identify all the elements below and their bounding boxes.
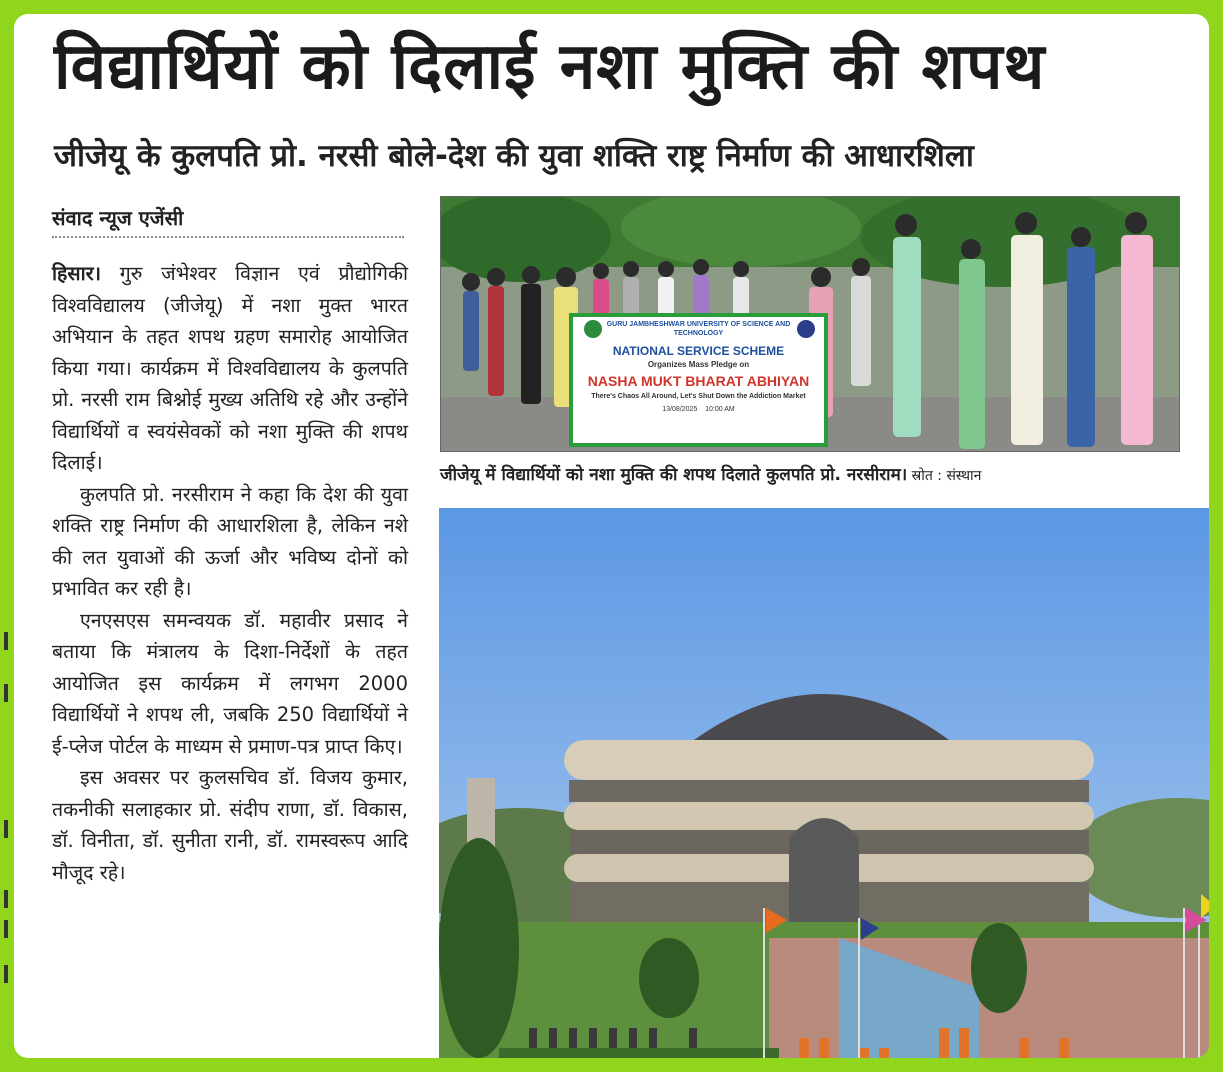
headline: विद्यार्थियों को दिलाई नशा मुक्ति की शपथ [54,30,1046,104]
banner-time: 10:00 AM [705,406,735,413]
photo-caption [440,462,1180,485]
banner-datetime [586,406,811,413]
paragraph-2: कुलपति प्रो. नरसीराम ने कहा कि देश की युवा शक्ति राष्ट्र निर्माण की आधारशिला है, लेकिन नशे की लत युवाओं की ऊर्जा और भविष्य दोनों को प्रभावित कर रही है। [52,482,408,600]
banner-university: GURU JAMBHESHWAR UNIVERSITY OF SCIENCE AND TECHNOLOGY [606,321,791,337]
dateline: हिसार। [52,262,102,285]
university-building-photo [439,508,1209,1058]
caption-text: जीजेयू में विद्यार्थियों को नशा मुक्ति की शपथ दिलाते कुलपति प्रो. नरसीराम। [440,465,908,485]
paragraph-3: एनएसएस समन्वयक डॉ. महावीर प्रसाद ने बताया कि मंत्रालय के दिशा-निर्देशों के तहत आयोजित इस कार्यक्रम में लगभग 2000 विद्यार्थियों ने शपथ ली, जबकि 250 विद्यार्थियों ने ई-प्लेज पोर्टल के माध्यम से प्रमाण-पत्र प्राप्त किए। [52,608,408,758]
clipping-edge-marks [0,620,14,1040]
banner-tagline: There's Chaos All Around, Let's Shut Down the Addiction Market [591,393,806,400]
paragraph-4: इस अवसर पर कुलसचिव डॉ. विजय कुमार, तकनीकी सलाहकार प्रो. संदीप राणा, डॉ. विकास, डॉ. विनीता, डॉ. सुनीता रानी, डॉ. रामस्वरूप आदि मौजूद रहे। [52,766,408,884]
banner-organizes: Organizes Mass Pledge on [647,360,750,369]
paragraph-1: हिसार। गुरु जंभेश्वर विज्ञान एवं प्रौद्योगिकी विश्वविद्यालय (जीजेयू) में नशा मुक्त भारत अभियान के तहत शपथ ग्रहण समारोह आयोजित किया गया। कार्यक्रम में विश्वविद्यालय के कुलपति प्रो. नरसी राम बिश्नोई मुख्य अतिथि रहे और उन्होंने विद्यार्थियों व स्वयंसेवकों को नशा मुक्ति की शपथ दिलाई। [52,262,408,474]
banner-scheme: NATIONAL SERVICE SCHEME [612,344,785,358]
news-agency: संवाद न्यूज एजेंसी [52,206,184,230]
banner-date: 13/08/2025 [662,406,698,413]
newspaper-clipping [14,14,1209,1058]
subheadline: जीजेयू के कुलपति प्रो. नरसी बोले-देश की युवा शक्ति राष्ट्र निर्माण की आधारशिला [54,138,974,174]
nss-banner [586,320,811,413]
caption-source: स्रोत : संस्थान [907,468,982,484]
divider [52,236,404,238]
article-body [52,258,408,888]
pledge-photo [440,196,1180,452]
banner-title: NASHA MUKT BHARAT ABHIYAN [587,373,810,389]
